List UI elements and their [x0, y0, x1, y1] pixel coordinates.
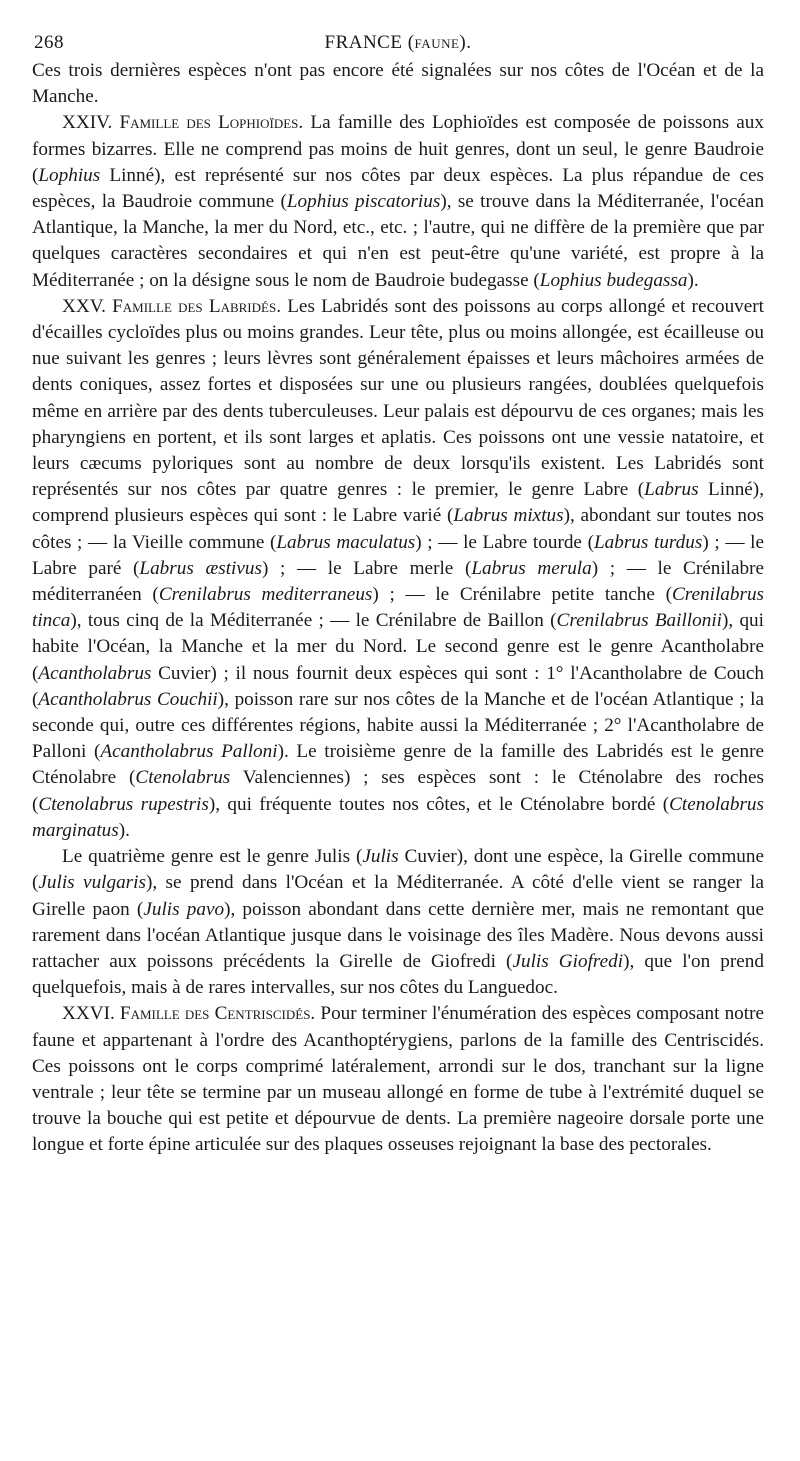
text-run: ), abondant sur toutes nos côtes ; — la Vieille commune (	[32, 505, 764, 553]
text-run: Linné), comprend plusieurs espèces qui sont : le Labre varié (	[32, 479, 764, 527]
text-run: ) ; — le Labre paré (	[32, 531, 764, 579]
text-run: ), poisson abondant dans cette dernière mer, mais ne remontant que rarement dans l'océan Atlantique jusque dans le voisinage des îles Madère. Nous devons aussi rattacher aux poissons précédents la Girelle de Giofredi (	[32, 898, 764, 972]
species-name: Labrus merula	[471, 557, 592, 579]
running-title-main: FRANCE (	[324, 32, 415, 53]
page-number: 268	[34, 32, 64, 53]
running-head	[32, 22, 764, 58]
paragraph-intro	[32, 58, 764, 110]
species-name: Acantholabrus	[38, 662, 152, 684]
species-name: Julis	[362, 846, 399, 868]
text-run: ) ; — le Crénilabre méditerranéen (	[32, 557, 765, 606]
text-run: Cuvier), dont une espèce, la Girelle commune (	[32, 846, 764, 894]
species-name: Lophius budegassa	[539, 269, 688, 291]
species-name: Ctenolabrus rupestris	[38, 793, 209, 815]
paragraph-centriscides	[32, 1001, 764, 1158]
species-name: Acantholabrus Palloni	[100, 741, 278, 763]
text-run: Pour terminer l'énumération des espèces composant notre faune et appartenant à l'ordre des Acanthoptérygiens, parlons de la famille des Centriscidés. Ces poissons ont le corps comprimé latéralement, arrondi sur le dos, tranchant sur la ligne ventrale ; leur tête se termine par un museau allongé en forme de tube à l'extrémité duquel se trouve la bouche qui est petite et dépourvue de dents. La première nageoire dorsale porte une longue et forte épine articulée sur des plaques osseuses rejoignant la base des pectorales.	[32, 1003, 765, 1156]
family-heading: Famille des Centriscidés.	[119, 1003, 316, 1025]
species-name: Crenilabrus Baillonii	[556, 610, 722, 632]
paragraph-lophioides	[32, 110, 764, 293]
family-heading: Famille des Labridés.	[112, 295, 281, 317]
species-name: Julis pavo	[143, 898, 225, 920]
text-run: La famille des Lophioïdes est composée de poissons aux formes bizarres. Elle ne comprend pas moins de huit genres, dont un seul, le genre Baudroie (	[32, 112, 764, 186]
text-run: ). Le troisième genre de la famille des Labridés est le genre Cténolabre (	[32, 741, 764, 789]
species-name: Crenilabrus mediterraneus	[158, 584, 373, 606]
species-name: Crenilabrus tinca	[32, 584, 765, 632]
body-text	[32, 58, 764, 1159]
running-title-smallcaps: faune	[414, 32, 460, 53]
species-name: Acantholabrus Couchii	[38, 688, 218, 710]
text-run: ), qui fréquente toutes nos côtes, et le Cténolabre bordé (	[208, 793, 670, 815]
text-run: Le quatrième genre est le genre Julis (	[62, 846, 363, 868]
species-name: Lophius	[38, 164, 101, 186]
species-name: Labrus	[644, 479, 699, 501]
text-run: Les Labridés sont des poissons au corps allongé et recouvert d'écailles cycloïdes plus ou moins grandes. Leur tête, plus ou moins allongée, est écailleuse ou nue suivant les genres ; leurs lèvres sont généralement épaisses et leurs mâchoires armées de dents coniques, assez fortes et disposées sur une ou plusieurs rangées, doublées quelquefois même en arrière par des dents tuberculeuses. Leur palais est dépourvu de ces organes; mais les pharyngiens en portent, et ils sont larges et aplatis. Ces poissons ont une vessie natatoire, et leurs cæcums pyloriques sont au nombre de deux lorsqu'ils existent. Les Labridés sont représentés sur nos côtes par quatre genres : le premier, le genre Labre (	[32, 295, 765, 501]
species-name: Labrus mixtus	[453, 505, 564, 527]
species-name: Ctenolabrus marginatus	[32, 793, 764, 841]
text-run: ), se trouve dans la Méditerranée, l'océan Atlantique, la Manche, la mer du Nord, etc., etc. ; l'autre, qui ne diffère de la première que par quelques caractères secondaires et qui n'en est peut-être qu'une variété, est propre à la Méditerranée ; on la désigne sous le nom de Baudroie budegasse (	[32, 191, 764, 291]
species-name: Julis Giofredi	[512, 950, 624, 972]
text-run: Linné), est représenté sur nos côtes par deux espèces. La plus répandue de ces espèces, la Baudroie commune (	[32, 164, 764, 213]
text-run: ), tous cinq de la Méditerranée ; — le Crénilabre de Baillon (	[70, 610, 557, 632]
text-run: ), que l'on prend quelquefois, mais à de rares intervalles, sur nos côtes du Languedoc.	[32, 950, 764, 999]
text-run: ) ; — le Labre merle (	[261, 557, 472, 579]
text-run: Valenciennes) ; ses espèces sont : le Cténolabre des roches (	[32, 767, 764, 815]
text-run: ) ; — le Crénilabre petite tanche (	[372, 584, 672, 606]
paragraph-julis	[32, 844, 764, 1001]
running-title-end: ).	[459, 32, 472, 53]
text-run: ), qui habite l'Océan, la Manche et la mer du Nord. Le second genre est le genre Acantholabre (	[32, 610, 764, 684]
species-name: Labrus turdus	[593, 531, 703, 553]
family-heading: Famille des Lophioïdes.	[119, 112, 304, 134]
species-name: Ctenolabrus	[135, 767, 231, 789]
species-name: Labrus maculatus	[276, 531, 416, 553]
text-run: ).	[687, 269, 699, 291]
text-run: ).	[118, 819, 130, 841]
species-name: Julis vulgaris	[38, 872, 146, 894]
text-run: ), poisson rare sur nos côtes de la Manche et de l'océan Atlantique ; la seconde qui, outre ces différentes régions, habite aussi la Méditerranée ; 2° l'Acantholabre de Palloni (	[32, 688, 764, 763]
species-name: Labrus æstivus	[139, 557, 262, 579]
text-run: XXV.	[62, 295, 113, 317]
text-run: ) ; — le Labre tourde (	[415, 531, 594, 553]
text-run: ), se prend dans l'Océan et la Méditerranée. A côté d'elle vient se ranger la Girelle paon (	[32, 872, 764, 920]
text-run: XXIV.	[62, 112, 120, 134]
text-run: XXVI.	[62, 1003, 120, 1025]
text-run: Ces trois dernières espèces n'ont pas encore été signalées sur nos côtes de l'Océan et de la Manche.	[32, 60, 764, 108]
paragraph-labrides	[32, 294, 764, 844]
species-name: Lophius piscatorius	[286, 191, 441, 213]
text-run: Cuvier) ; il nous fournit deux espèces qui sont : 1° l'Acantholabre de Couch (	[32, 662, 764, 710]
running-title	[32, 30, 764, 56]
